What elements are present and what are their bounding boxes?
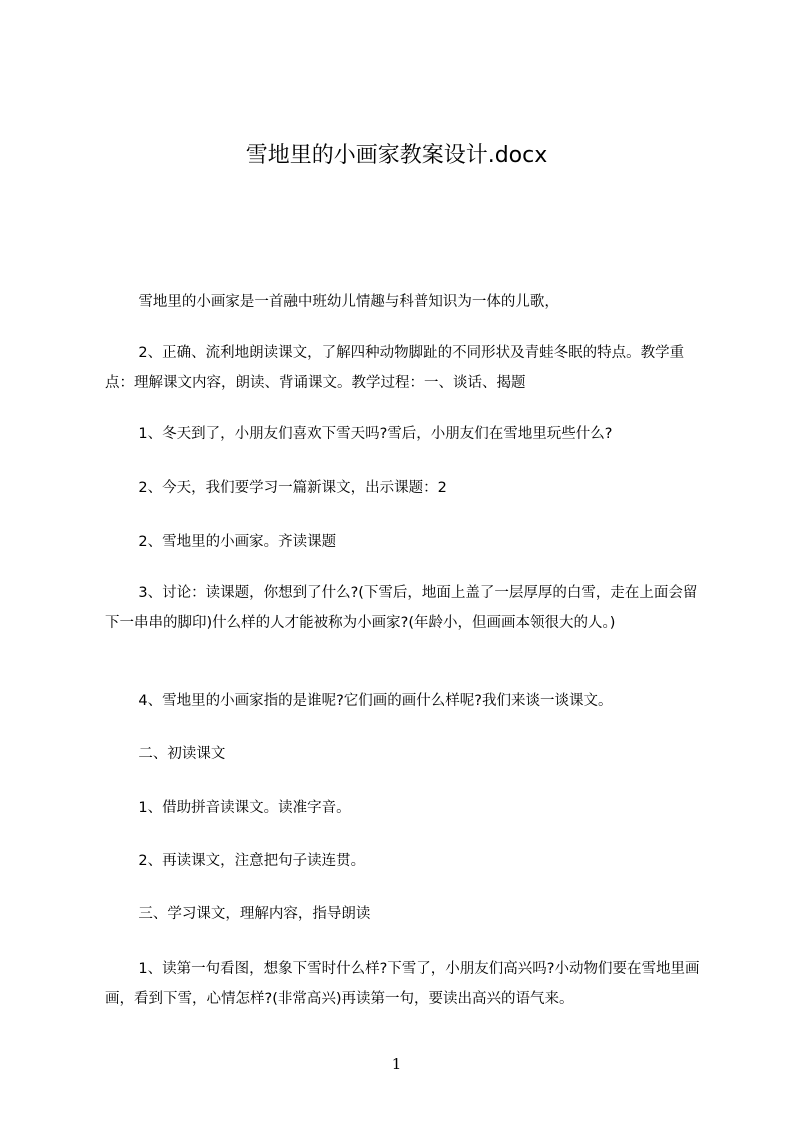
paragraph-step-4: 4、雪地里的小画家指的是谁呢?它们画的画什么样呢?我们来谈一谈课文。 (138, 693, 613, 709)
paragraph-objectives: 2、正确、流利地朗读课文，了解四种动物脚趾的不同形状及青蛙冬眠的特点。教学重点：理解课文内容，朗读、背诵课文。教学过程：一、谈话、揭题 (105, 345, 685, 391)
page-number: 1 (391, 1055, 402, 1073)
paragraph-reading-1: 1、借助拼音读课文。读准字音。 (138, 800, 351, 816)
paragraph-step-1: 1、冬天到了，小朋友们喜欢下雪天吗?雪后，小朋友们在雪地里玩些什么? (138, 426, 613, 442)
paragraph-reading-2: 2、再读课文，注意把句子读连贯。 (138, 853, 366, 869)
paragraph-study-1: 1、读第一句看图，想象下雪时什么样?下雪了，小朋友们高兴吗?小动物们要在雪地里画画，看到下雪，心情怎样?(非常高兴)再读第一句，要读出高兴的语气来。 (105, 961, 700, 1007)
paragraph-step-3: 3、讨论：读课题，你想到了什么?(下雪后，地面上盖了一层厚厚的白雪，走在上面会留下一串串的脚印)什么样的人才能被称为小画家?(年龄小，但画画本领很大的人。) (105, 585, 698, 631)
paragraph-step-2: 2、今天，我们要学习一篇新课文，出示课题：2 (138, 480, 447, 496)
document-title: 雪地里的小画家教案设计.docx (245, 143, 548, 168)
paragraph-intro: 雪地里的小画家是一首融中班幼儿情趣与科普知识为一体的儿歌， (138, 294, 559, 310)
paragraph-step-2b: 2、雪地里的小画家。齐读课题 (138, 534, 337, 550)
section-heading-first-reading: 二、初读课文 (138, 746, 226, 762)
section-heading-study: 三、学习课文，理解内容，指导朗读 (138, 906, 371, 922)
